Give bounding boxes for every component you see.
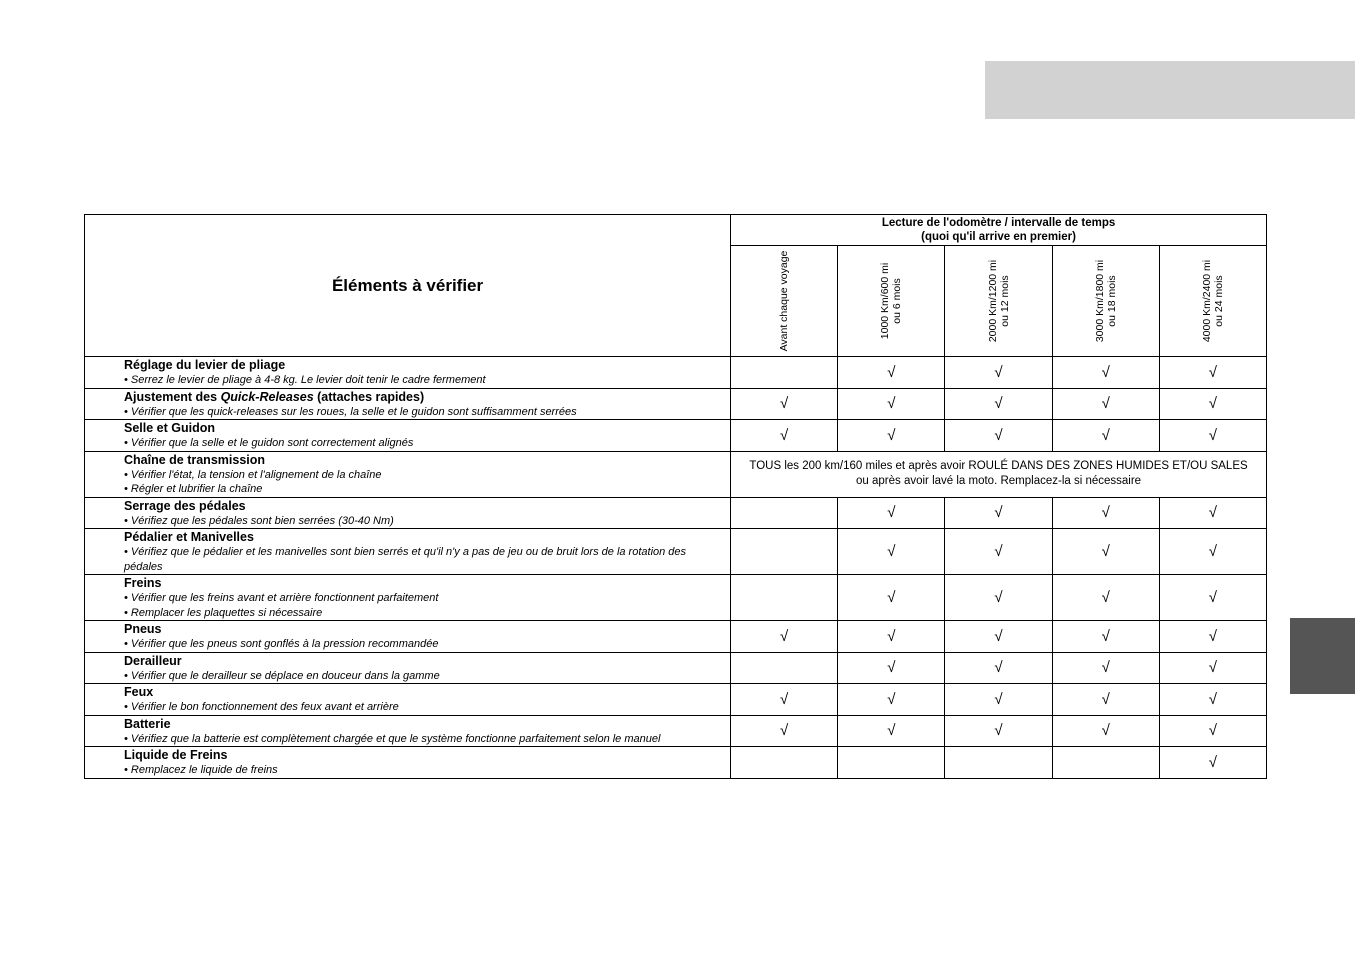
check-cell: [1052, 575, 1159, 621]
side-tab: [1290, 618, 1355, 694]
check-cell: [1052, 621, 1159, 653]
table-header: [85, 215, 1267, 357]
check-mark-icon: √: [994, 627, 1003, 645]
interval-group-line2: (quoi qu'il arrive en premier): [921, 231, 1076, 243]
table-row: [85, 451, 1267, 497]
check-cell: [945, 388, 1052, 420]
check-cell: [731, 529, 838, 575]
item-cell: [85, 529, 731, 575]
item-cell: [85, 715, 731, 747]
check-mark-icon: √: [994, 690, 1003, 708]
check-mark-icon: √: [780, 426, 789, 444]
item-title: Batterie: [124, 716, 171, 731]
item-description: • Vérifier que le derailleur se déplace en douceur dans la gamme: [124, 669, 440, 682]
item-title: Pneus: [124, 622, 162, 636]
item-description: • Remplacez le liquide de freins: [124, 764, 278, 776]
check-cell: [1052, 420, 1159, 452]
item-title: Pédalier et Manivelles: [124, 530, 254, 544]
check-cell: [945, 715, 1052, 747]
table-row: [85, 529, 1267, 575]
check-cell: [838, 747, 945, 779]
item-cell: [85, 621, 731, 653]
check-cell: [1052, 684, 1159, 716]
check-mark-icon: √: [1101, 395, 1110, 413]
table-row: [85, 684, 1267, 716]
item-title: [124, 390, 726, 405]
table-row: [85, 575, 1267, 621]
check-mark-icon: √: [1101, 690, 1110, 708]
check-mark-icon: √: [887, 395, 896, 413]
check-cell: [731, 420, 838, 452]
interval-header-4: [1159, 246, 1266, 357]
item-title: Serrage des pédales: [124, 498, 246, 513]
check-cell: [945, 357, 1052, 389]
check-cell: [731, 747, 838, 779]
check-mark-icon: √: [1208, 426, 1217, 444]
check-cell: [1052, 497, 1159, 529]
check-mark-icon: √: [1101, 589, 1110, 606]
check-cell: [838, 420, 945, 452]
check-cell: [838, 529, 945, 575]
check-cell: [1159, 715, 1266, 747]
check-cell: [731, 715, 838, 747]
table-row: [85, 388, 1267, 420]
item-description: • Vérifier l'état, la tension et l'alignement de la chaîne: [124, 468, 382, 481]
check-cell: [1052, 652, 1159, 684]
check-mark-icon: √: [994, 589, 1003, 606]
item-description: • Vérifier que les pneus sont gonflés à la pression recommandée: [124, 638, 439, 650]
item-cell: [85, 684, 731, 716]
check-cell: [838, 497, 945, 529]
check-mark-icon: √: [1101, 627, 1110, 645]
check-cell: [1159, 388, 1266, 420]
table-row: [85, 497, 1267, 529]
check-mark-icon: √: [994, 543, 1003, 560]
item-description: • Régler et lubrifier la chaîne: [124, 483, 263, 495]
check-cell: [731, 684, 838, 716]
check-cell: [838, 652, 945, 684]
check-mark-icon: √: [1101, 543, 1110, 560]
interval-header-3: [1052, 246, 1159, 357]
check-mark-icon: √: [1208, 504, 1217, 522]
check-cell: [1159, 621, 1266, 653]
check-cell: [1159, 497, 1266, 529]
check-cell: [1159, 529, 1266, 575]
interval-note-line2: ou après avoir lavé la moto. Remplacez-la si nécessaire: [856, 475, 1142, 487]
item-cell: [85, 388, 731, 420]
check-mark-icon: √: [780, 722, 789, 740]
table-row: [85, 747, 1267, 779]
maintenance-table: [84, 214, 1267, 779]
check-cell: [1052, 357, 1159, 389]
interval-header-0: [731, 246, 838, 357]
check-mark-icon: √: [887, 659, 896, 677]
table-row: [85, 420, 1267, 452]
check-cell: [731, 621, 838, 653]
check-mark-icon: √: [994, 395, 1003, 413]
table-body: [85, 357, 1267, 779]
check-mark-icon: √: [887, 722, 896, 740]
check-cell: [838, 357, 945, 389]
check-mark-icon: √: [1208, 363, 1217, 381]
table-row: [85, 652, 1267, 684]
check-cell: [1052, 747, 1159, 779]
check-cell: [838, 715, 945, 747]
check-cell: [1159, 684, 1266, 716]
item-cell: [85, 497, 731, 529]
check-mark-icon: √: [1208, 543, 1217, 560]
check-cell: [731, 357, 838, 389]
check-mark-icon: √: [780, 395, 789, 413]
item-description: • Vérifiez que le pédalier et les manivelles sont bien serrés et qu'il n'y a pas de jeu ou de bruit lors de la rotation des pédales: [124, 546, 687, 573]
items-title: Éléments à vérifier: [85, 215, 731, 357]
table-row: [85, 621, 1267, 653]
check-mark-icon: √: [887, 627, 896, 645]
check-cell: [945, 497, 1052, 529]
check-cell: [945, 684, 1052, 716]
check-mark-icon: √: [887, 543, 896, 560]
check-mark-icon: √: [1208, 690, 1217, 708]
item-description: • Vérifiez que la batterie est complètement chargée et que le système fonctionne parfaitement selon le manuel: [124, 732, 661, 745]
check-mark-icon: √: [887, 589, 896, 606]
item-title: Selle et Guidon: [124, 421, 215, 435]
check-mark-icon: √: [1101, 659, 1110, 677]
item-description: • Vérifier que les freins avant et arrière fonctionnent parfaitement: [124, 592, 439, 604]
interval-header-1: [838, 246, 945, 357]
check-mark-icon: √: [1208, 753, 1217, 771]
interval-label: 4000 Km/2400 mi ou 24 mois: [1200, 259, 1225, 343]
check-mark-icon: √: [1208, 627, 1217, 645]
check-cell: [945, 529, 1052, 575]
check-mark-icon: √: [1101, 722, 1110, 740]
check-mark-icon: √: [994, 722, 1003, 740]
check-mark-icon: √: [1208, 589, 1217, 606]
check-mark-icon: √: [994, 363, 1003, 381]
item-description: • Vérifier que les quick-releases sur les roues, la selle et le guidon sont suffisamment serrées: [124, 405, 577, 418]
interval-label: Avant chaque voyage: [778, 250, 791, 352]
check-cell: [945, 621, 1052, 653]
item-description: • Vérifiez que les pédales sont bien serrées (30-40 Nm): [124, 514, 394, 527]
check-cell: [1052, 715, 1159, 747]
check-cell: [838, 621, 945, 653]
interval-label: 1000 Km/600 mi ou 6 mois: [879, 262, 904, 340]
item-title: Liquide de Freins: [124, 748, 228, 762]
check-mark-icon: √: [887, 690, 896, 708]
interval-label: 3000 Km/1800 mi ou 18 mois: [1093, 259, 1118, 343]
interval-label: 2000 Km/1200 mi ou 12 mois: [986, 259, 1011, 343]
check-cell: [838, 388, 945, 420]
check-cell: [945, 575, 1052, 621]
table-row: [85, 357, 1267, 389]
table-row: [85, 715, 1267, 747]
item-description: • Serrez le levier de pliage à 4-8 kg. Le levier doit tenir le cadre fermement: [124, 374, 486, 386]
item-description: • Remplacer les plaquettes si nécessaire: [124, 606, 323, 619]
check-cell: [1159, 575, 1266, 621]
check-cell: [945, 652, 1052, 684]
check-mark-icon: √: [780, 627, 789, 645]
item-cell: [85, 357, 731, 389]
check-cell: [1159, 420, 1266, 452]
check-mark-icon: √: [1101, 426, 1110, 444]
item-cell: [85, 747, 731, 779]
item-description: • Vérifier que la selle et le guidon sont correctement alignés: [124, 437, 414, 449]
check-cell: [731, 575, 838, 621]
check-cell: [731, 652, 838, 684]
interval-note: [731, 451, 1267, 497]
item-title: Réglage du levier de pliage: [124, 358, 286, 372]
check-mark-icon: √: [1208, 395, 1217, 413]
check-mark-icon: √: [887, 504, 896, 522]
item-cell: [85, 652, 731, 684]
check-cell: [731, 388, 838, 420]
check-cell: [945, 747, 1052, 779]
check-mark-icon: √: [1101, 363, 1110, 381]
item-title: Derailleur: [124, 653, 182, 668]
check-cell: [1159, 747, 1266, 779]
check-mark-icon: √: [994, 504, 1003, 522]
check-cell: [945, 420, 1052, 452]
check-mark-icon: √: [887, 363, 896, 381]
interval-note-line1: TOUS les 200 km/160 miles et après avoir ROULÉ DANS DES ZONES HUMIDES ET/OU SALES: [749, 460, 1248, 472]
item-description: • Vérifier le bon fonctionnement des feux avant et arrière: [124, 701, 399, 713]
interval-group-header: [731, 215, 1267, 246]
item-cell: [85, 451, 731, 497]
check-mark-icon: √: [994, 426, 1003, 444]
check-cell: [1052, 388, 1159, 420]
check-mark-icon: √: [1208, 722, 1217, 740]
check-mark-icon: √: [887, 426, 896, 444]
check-mark-icon: √: [780, 690, 789, 708]
interval-header-2: [945, 246, 1052, 357]
item-title: Freins: [124, 576, 162, 590]
interval-group-line1: Lecture de l'odomètre / intervalle de temps: [881, 217, 1116, 229]
item-title-part: Ajustement des: [124, 389, 221, 404]
check-cell: [1159, 357, 1266, 389]
header-band: [985, 61, 1355, 119]
check-cell: [838, 684, 945, 716]
check-cell: [838, 575, 945, 621]
check-mark-icon: √: [1101, 504, 1110, 522]
check-cell: [731, 497, 838, 529]
item-cell: [85, 420, 731, 452]
check-cell: [1159, 652, 1266, 684]
item-title: Chaîne de transmission: [124, 452, 266, 467]
item-title: Feux: [124, 685, 154, 699]
check-mark-icon: √: [994, 659, 1003, 677]
item-cell: [85, 575, 731, 621]
item-title-part: (attaches rapides): [313, 389, 425, 404]
item-title-part: Quick-Releases: [220, 389, 314, 404]
check-cell: [1052, 529, 1159, 575]
check-mark-icon: √: [1208, 659, 1217, 677]
